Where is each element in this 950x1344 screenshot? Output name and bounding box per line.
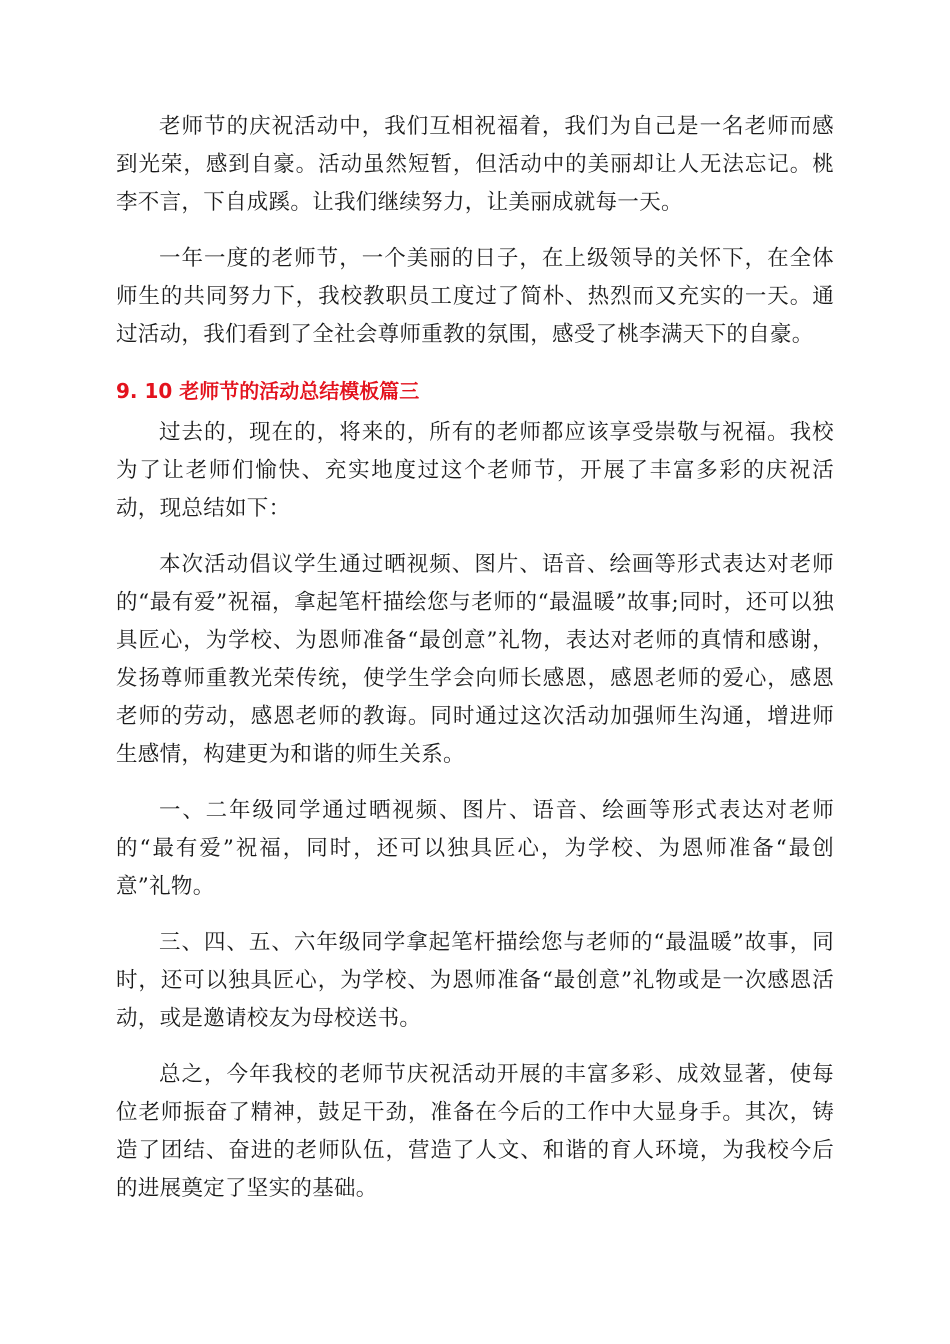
paragraph: 一年一度的老师节，一个美丽的日子，在上级领导的关怀下，在全体师生的共同努力下，我校教职员工度过了简朴、热烈而又充实的一天。通过活动，我们看到了全社会尊师重教的氛围，感受了桃李满天下的自豪。: [116, 246, 834, 347]
paragraph: 老师节的庆祝活动中，我们互相祝福着，我们为自己是一名老师而感到光荣，感到自豪。活动虽然短暂，但活动中的美丽却让人无法忘记。桃李不言，下自成蹊。让我们继续努力，让美丽成就每一天。: [116, 114, 834, 215]
paragraph: 一、二年级同学通过晒视频、图片、语音、绘画等形式表达对老师的“最有爱”祝福，同时，还可以独具匠心，为学校、为恩师准备“最创意”礼物。: [116, 798, 834, 899]
paragraph: 总之，今年我校的老师节庆祝活动开展的丰富多彩、成效显著，使每位老师振奋了精神，鼓足干劲，准备在今后的工作中大显身手。其次，铸造了团结、奋进的老师队伍，营造了人文、和谐的育人环境，为我校今后的进展奠定了坚实的基础。: [116, 1062, 834, 1201]
paragraph: 本次活动倡议学生通过晒视频、图片、语音、绘画等形式表达对老师的“最有爱”祝福，拿起笔杆描绘您与老师的“最温暖”故事;同时，还可以独具匠心，为学校、为恩师准备“最创意”礼物，表达对老师的真情和感谢，发扬尊师重教光荣传统，使学生学会向师长感恩，感恩老师的爱心，感恩老师的劳动，感恩老师的教诲。同时通过这次活动加强师生沟通，增进师生感情，构建更为和谐的师生关系。: [116, 552, 834, 767]
section-heading: 9. 10 老师节的活动总结模板篇三: [116, 379, 420, 403]
document-page: [116, 108, 834, 1226]
paragraph: 三、四、五、六年级同学拿起笔杆描绘您与老师的“最温暖”故事，同时，还可以独具匠心，为学校、为恩师准备“最创意”礼物或是一次感恩活动，或是邀请校友为母校送书。: [116, 930, 834, 1031]
paragraph: 过去的，现在的，将来的，所有的老师都应该享受崇敬与祝福。我校为了让老师们愉快、充实地度过这个老师节，开展了丰富多彩的庆祝活动，现总结如下：: [116, 420, 834, 521]
